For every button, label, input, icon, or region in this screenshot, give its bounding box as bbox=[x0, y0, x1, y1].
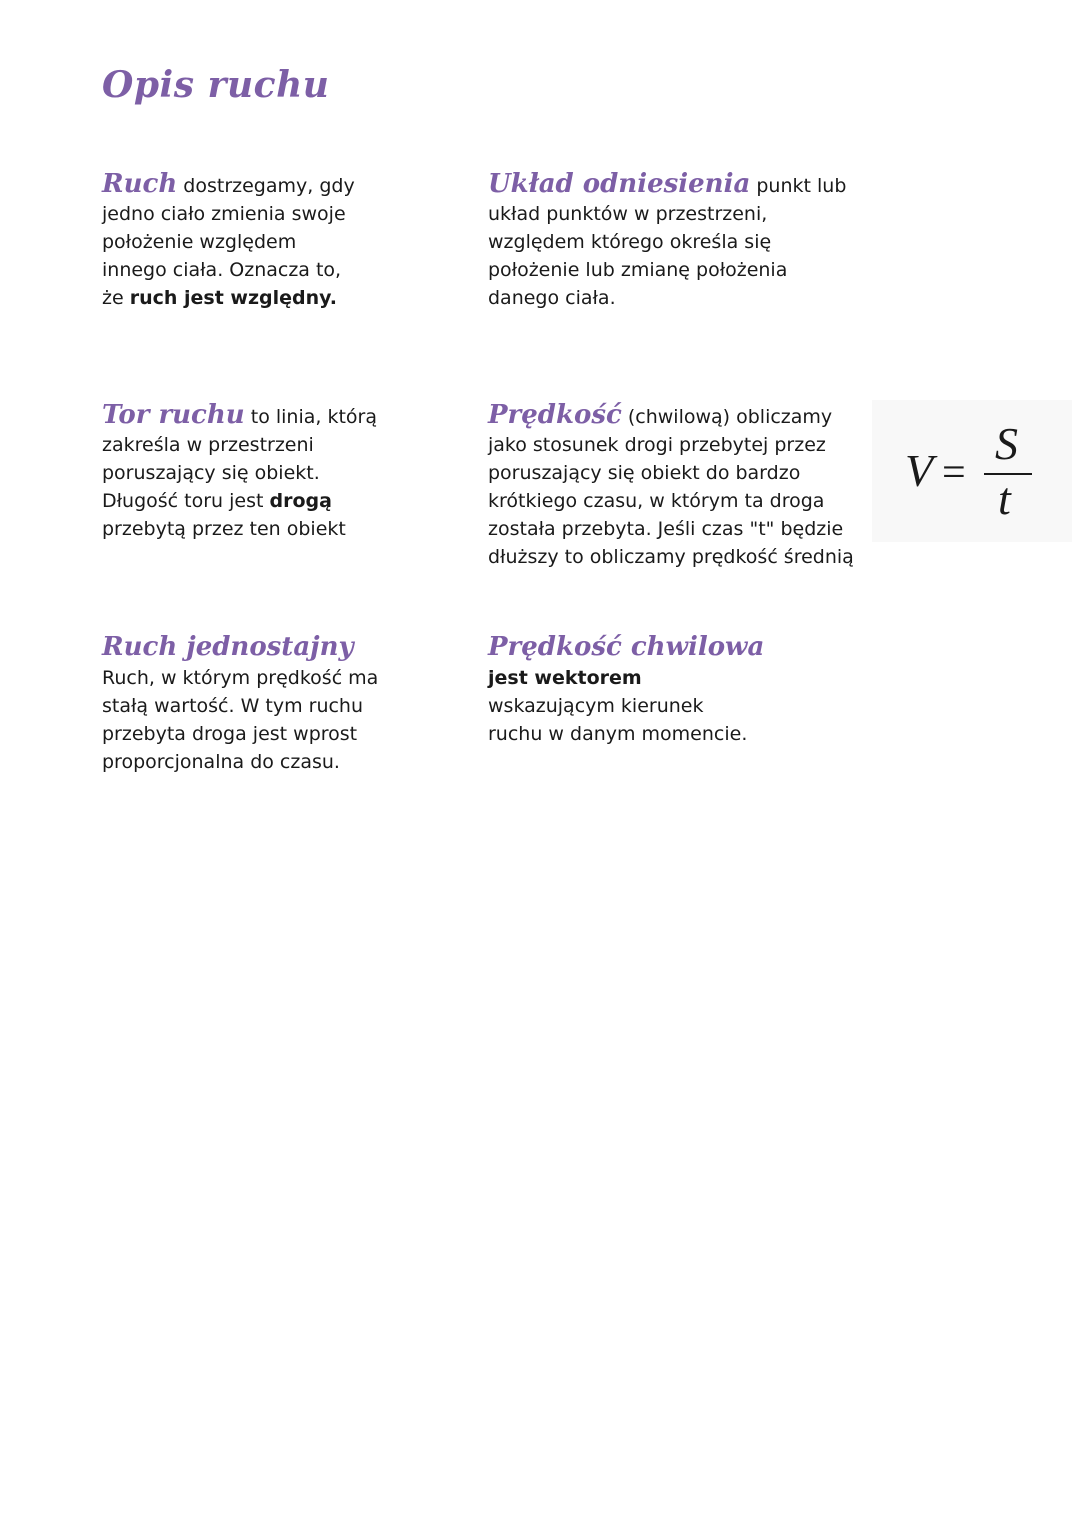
section-ruch bbox=[102, 170, 355, 312]
predkosc-line: została przebyta. Jeśli czas "t" będzie bbox=[488, 518, 844, 540]
tor-bold-prefix: Długość toru jest bbox=[102, 490, 270, 512]
tor-line: zakreśla w przestrzeni bbox=[102, 434, 314, 456]
jednostajny-line: Ruch, w którym prędkość ma bbox=[102, 667, 379, 689]
term-predkosc: Prędkość bbox=[488, 400, 622, 430]
chwilowa-bold-text: jest wektorem bbox=[488, 667, 642, 689]
tor-bold-line bbox=[102, 487, 377, 515]
uklad-line: danego ciała. bbox=[488, 287, 616, 309]
page-title: Opis ruchu bbox=[102, 64, 330, 106]
predkosc-lead: (chwilową) obliczamy bbox=[627, 406, 833, 428]
ruch-bold-statement: ruch jest względny. bbox=[129, 287, 338, 309]
predkosc-line: jako stosunek drogi przebytej przez bbox=[488, 434, 826, 456]
jednostajny-line: stałą wartość. W tym ruchu bbox=[102, 695, 364, 717]
jednostajny-line: przebyta droga jest wprost bbox=[102, 723, 358, 745]
tor-line: poruszający się obiekt. bbox=[102, 462, 320, 484]
ruch-last-line bbox=[102, 284, 355, 312]
jednostajny-line: proporcjonalna do czasu. bbox=[102, 751, 340, 773]
chwilowa-bold-line bbox=[488, 664, 764, 692]
formula-equals: = bbox=[942, 450, 966, 496]
term-ruch: Ruch bbox=[102, 169, 178, 199]
tor-first-line bbox=[102, 401, 377, 431]
ruch-line: innego ciała. Oznacza to, bbox=[102, 259, 342, 281]
predkosc-line: dłuższy to obliczamy prędkość średnią bbox=[488, 546, 854, 568]
velocity-formula bbox=[872, 400, 1072, 542]
tor-last-line: przebytą przez ten obiekt bbox=[102, 518, 346, 540]
formula-numerator: S bbox=[995, 418, 1018, 469]
formula-graphic bbox=[872, 400, 1072, 542]
chwilowa-line: wskazującym kierunek bbox=[488, 695, 704, 717]
uklad-first-line bbox=[488, 170, 846, 200]
section-uklad-odniesienia bbox=[488, 170, 846, 312]
uklad-line: względem którego określa się bbox=[488, 231, 772, 253]
predkosc-line: krótkiego czasu, w którym ta droga bbox=[488, 490, 825, 512]
term-tor-ruchu: Tor ruchu bbox=[102, 400, 245, 430]
uklad-line: położenie lub zmianę położenia bbox=[488, 259, 788, 281]
ruch-lead: dostrzegamy, gdy bbox=[183, 175, 355, 197]
predkosc-line: poruszający się obiekt do bardzo bbox=[488, 462, 801, 484]
uklad-line: układ punktów w przestrzeni, bbox=[488, 203, 768, 225]
formula-lhs: V bbox=[905, 445, 934, 496]
uklad-lead: punkt lub bbox=[756, 175, 847, 197]
tor-lead: to linia, którą bbox=[250, 406, 377, 428]
section-predkosc-chwilowa bbox=[488, 630, 764, 748]
section-ruch-jednostajny bbox=[102, 630, 378, 776]
ruch-line: położenie względem bbox=[102, 231, 297, 253]
section-tor-ruchu bbox=[102, 401, 377, 543]
term-uklad-odniesienia: Układ odniesienia bbox=[488, 169, 751, 199]
ruch-last-prefix: że bbox=[102, 287, 130, 309]
formula-denominator: t bbox=[998, 473, 1011, 524]
tor-bold-word: drogą bbox=[269, 490, 332, 512]
ruch-line: jedno ciało zmienia swoje bbox=[102, 203, 346, 225]
heading-ruch-jednostajny: Ruch jednostajny bbox=[102, 632, 354, 662]
chwilowa-line: ruchu w danym momencie. bbox=[488, 723, 748, 745]
predkosc-first-line bbox=[488, 401, 854, 431]
heading-predkosc-chwilowa: Prędkość chwilowa bbox=[488, 632, 765, 662]
section-predkosc bbox=[488, 401, 854, 571]
ruch-first-line bbox=[102, 170, 355, 200]
